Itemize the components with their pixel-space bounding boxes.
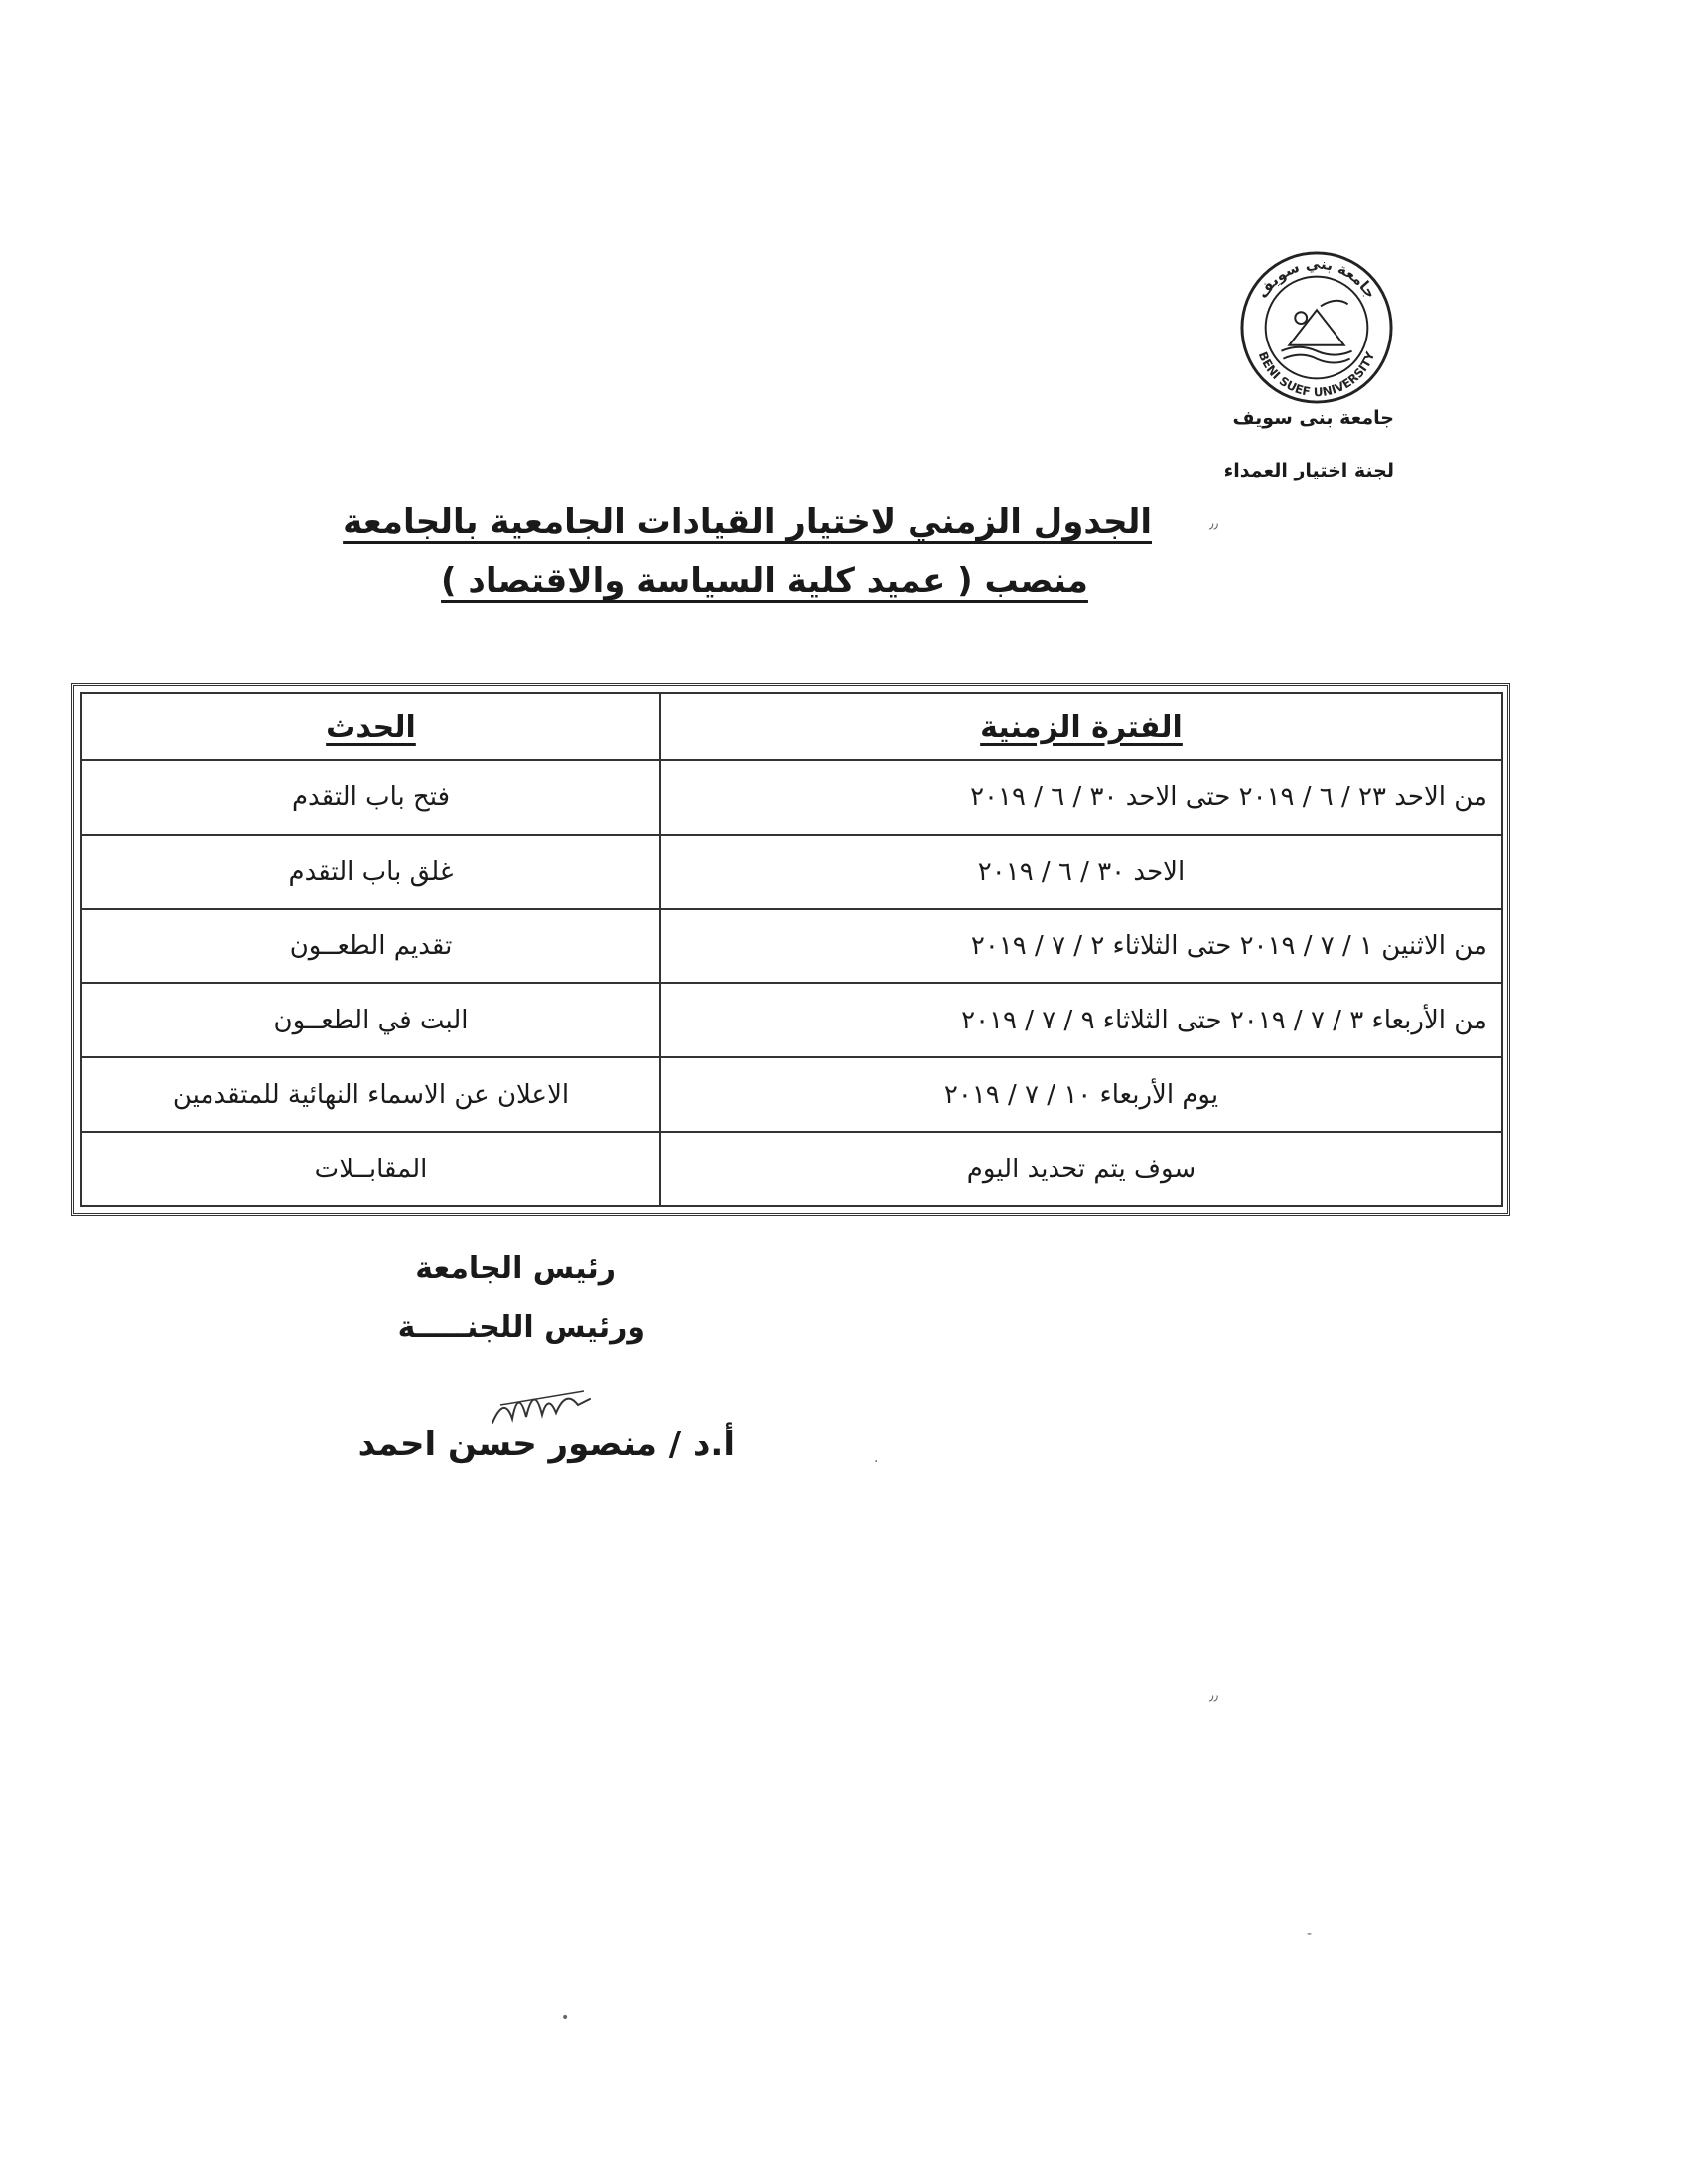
- svg-text:جامعة بني سويف: جامعة بني سويف: [1254, 255, 1380, 302]
- table-row: [81, 1057, 1502, 1132]
- scan-mark: ٫٫: [1209, 1688, 1219, 1704]
- schedule-table-frame: [71, 683, 1510, 1216]
- period-cell: يوم الأربعاء ١٠ / ٧ / ٢٠١٩: [660, 1057, 1502, 1132]
- table-row: [81, 1132, 1502, 1206]
- period-cell: الاحد ٣٠ / ٦ / ٢٠١٩: [660, 835, 1502, 909]
- university-name: جامعة بنى سويف: [1232, 407, 1394, 429]
- period-cell: من الاحد ٢٣ / ٦ / ٢٠١٩ حتى الاحد ٣٠ / ٦ / ٢٠١٩: [660, 760, 1502, 835]
- signatory-name: أ.د / منصور حسن احمد: [357, 1425, 735, 1464]
- event-cell: فتح باب التقدم: [81, 760, 660, 835]
- table-row: [81, 835, 1502, 909]
- scan-mark: ·: [874, 1454, 879, 1470]
- period-column-header: الفترة الزمنية: [660, 693, 1502, 760]
- university-logo-icon: [1238, 249, 1395, 406]
- table-header-row: [81, 693, 1502, 760]
- event-cell: الاعلان عن الاسماء النهائية للمتقدمين: [81, 1057, 660, 1132]
- table-row: [81, 983, 1502, 1057]
- scan-mark: -: [1307, 1926, 1313, 1942]
- svg-text:BENI SUEF UNIVERSITY: BENI SUEF UNIVERSITY: [1255, 349, 1378, 400]
- document-title: الجدول الزمني لاختيار القيادات الجامعية بالجامعة: [343, 502, 1152, 542]
- period-cell: من الأربعاء ٣ / ٧ / ٢٠١٩ حتى الثلاثاء ٩ / ٧ / ٢٠١٩: [660, 983, 1502, 1057]
- event-column-header: الحدث: [81, 693, 660, 760]
- table-row: [81, 909, 1502, 984]
- period-cell: سوف يتم تحديد اليوم: [660, 1132, 1502, 1206]
- event-cell: تقديم الطعــون: [81, 909, 660, 984]
- schedule-table: [80, 692, 1503, 1207]
- period-cell: من الاثنين ١ / ٧ / ٢٠١٩ حتى الثلاثاء ٢ / ٧ / ٢٠١٩: [660, 909, 1502, 984]
- signatory-committee-title: ورئيس اللجنـــــة: [397, 1310, 645, 1345]
- event-cell: المقابــلات: [81, 1132, 660, 1206]
- scan-mark: •: [561, 2010, 570, 2026]
- committee-name: لجنة اختيار العمداء: [1223, 460, 1394, 481]
- document-subtitle: منصب ( عميد كلية السياسة والاقتصاد ): [441, 561, 1088, 601]
- event-cell: البت في الطعــون: [81, 983, 660, 1057]
- event-cell: غلق باب التقدم: [81, 835, 660, 909]
- table-row: [81, 760, 1502, 835]
- scan-mark: ٫٫: [1209, 516, 1219, 532]
- signatory-title: رئيس الجامعة: [415, 1251, 616, 1286]
